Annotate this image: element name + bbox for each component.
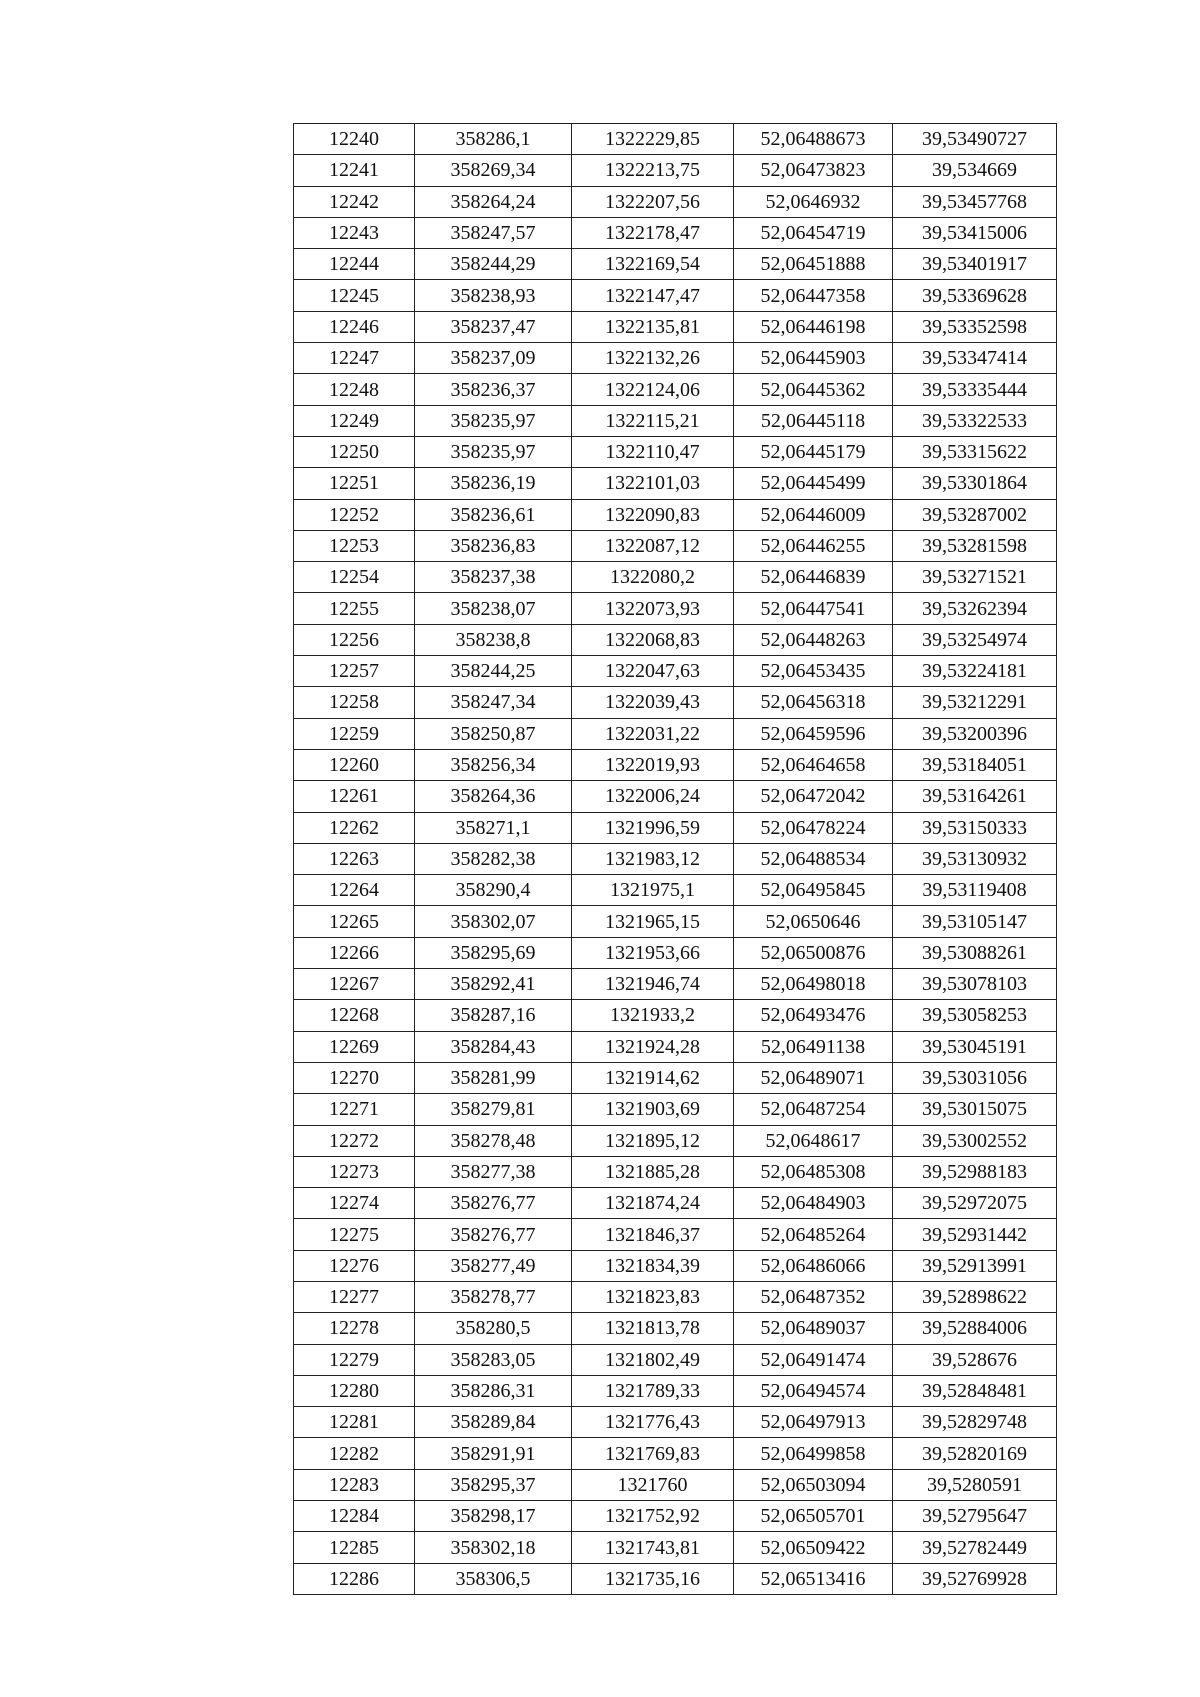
table-row (294, 499, 1057, 530)
cell-longitude: 39,52884006 (893, 1313, 1057, 1344)
cell-latitude: 52,06445499 (734, 468, 893, 499)
cell-point-number: 12274 (294, 1188, 415, 1219)
cell-y-coordinate: 1322110,47 (572, 436, 734, 467)
cell-x-coordinate: 358284,43 (415, 1031, 572, 1062)
cell-x-coordinate: 358283,05 (415, 1344, 572, 1375)
cell-y-coordinate: 1321735,16 (572, 1563, 734, 1594)
cell-point-number: 12273 (294, 1156, 415, 1187)
cell-y-coordinate: 1322031,22 (572, 718, 734, 749)
cell-x-coordinate: 358279,81 (415, 1094, 572, 1125)
cell-x-coordinate: 358282,38 (415, 843, 572, 874)
cell-y-coordinate: 1322087,12 (572, 530, 734, 561)
table-row (294, 186, 1057, 217)
cell-y-coordinate: 1322073,93 (572, 593, 734, 624)
cell-longitude: 39,53224181 (893, 656, 1057, 687)
cell-longitude: 39,52898622 (893, 1281, 1057, 1312)
table-row (294, 1156, 1057, 1187)
cell-y-coordinate: 1322080,2 (572, 562, 734, 593)
table-row (294, 656, 1057, 687)
cell-x-coordinate: 358287,16 (415, 1000, 572, 1031)
table-row (294, 1313, 1057, 1344)
cell-longitude: 39,53119408 (893, 875, 1057, 906)
table-row (294, 1031, 1057, 1062)
cell-longitude: 39,5280591 (893, 1469, 1057, 1500)
cell-longitude: 39,53457768 (893, 186, 1057, 217)
cell-x-coordinate: 358247,34 (415, 687, 572, 718)
cell-latitude: 52,06491138 (734, 1031, 893, 1062)
cell-latitude: 52,06491474 (734, 1344, 893, 1375)
cell-latitude: 52,06487254 (734, 1094, 893, 1125)
cell-latitude: 52,06447358 (734, 280, 893, 311)
cell-y-coordinate: 1321834,39 (572, 1250, 734, 1281)
cell-y-coordinate: 1321823,83 (572, 1281, 734, 1312)
cell-x-coordinate: 358237,09 (415, 343, 572, 374)
table-row (294, 718, 1057, 749)
table-row (294, 687, 1057, 718)
cell-x-coordinate: 358237,38 (415, 562, 572, 593)
cell-point-number: 12268 (294, 1000, 415, 1031)
cell-longitude: 39,528676 (893, 1344, 1057, 1375)
cell-longitude: 39,53281598 (893, 530, 1057, 561)
cell-y-coordinate: 1321965,15 (572, 906, 734, 937)
table-row (294, 280, 1057, 311)
cell-x-coordinate: 358289,84 (415, 1407, 572, 1438)
coordinates-table-body (294, 124, 1057, 1595)
cell-point-number: 12267 (294, 969, 415, 1000)
cell-x-coordinate: 358290,4 (415, 875, 572, 906)
cell-point-number: 12251 (294, 468, 415, 499)
cell-point-number: 12253 (294, 530, 415, 561)
cell-point-number: 12277 (294, 1281, 415, 1312)
table-row (294, 1062, 1057, 1093)
cell-latitude: 52,06503094 (734, 1469, 893, 1500)
cell-y-coordinate: 1321813,78 (572, 1313, 734, 1344)
cell-y-coordinate: 1321760 (572, 1469, 734, 1500)
cell-longitude: 39,53262394 (893, 593, 1057, 624)
table-row (294, 749, 1057, 780)
cell-latitude: 52,06493476 (734, 1000, 893, 1031)
cell-longitude: 39,53088261 (893, 937, 1057, 968)
cell-x-coordinate: 358250,87 (415, 718, 572, 749)
cell-point-number: 12275 (294, 1219, 415, 1250)
cell-longitude: 39,53184051 (893, 749, 1057, 780)
cell-longitude: 39,52820169 (893, 1438, 1057, 1469)
cell-y-coordinate: 1321885,28 (572, 1156, 734, 1187)
table-row (294, 1375, 1057, 1406)
table-row (294, 1000, 1057, 1031)
cell-latitude: 52,06445179 (734, 436, 893, 467)
cell-latitude: 52,06486066 (734, 1250, 893, 1281)
cell-point-number: 12259 (294, 718, 415, 749)
table-row (294, 249, 1057, 280)
cell-latitude: 52,06509422 (734, 1532, 893, 1563)
cell-latitude: 52,06488534 (734, 843, 893, 874)
cell-point-number: 12265 (294, 906, 415, 937)
cell-latitude: 52,06489037 (734, 1313, 893, 1344)
cell-y-coordinate: 1321769,83 (572, 1438, 734, 1469)
cell-longitude: 39,52795647 (893, 1501, 1057, 1532)
cell-x-coordinate: 358236,61 (415, 499, 572, 530)
cell-latitude: 52,06494574 (734, 1375, 893, 1406)
cell-latitude: 52,06485264 (734, 1219, 893, 1250)
cell-point-number: 12256 (294, 624, 415, 655)
cell-longitude: 39,53315622 (893, 436, 1057, 467)
cell-x-coordinate: 358247,57 (415, 217, 572, 248)
cell-x-coordinate: 358302,18 (415, 1532, 572, 1563)
cell-point-number: 12244 (294, 249, 415, 280)
cell-latitude: 52,06472042 (734, 781, 893, 812)
cell-latitude: 52,06454719 (734, 217, 893, 248)
cell-longitude: 39,53200396 (893, 718, 1057, 749)
cell-longitude: 39,53150333 (893, 812, 1057, 843)
cell-latitude: 52,06448263 (734, 624, 893, 655)
cell-latitude: 52,06505701 (734, 1501, 893, 1532)
cell-longitude: 39,53335444 (893, 374, 1057, 405)
cell-point-number: 12285 (294, 1532, 415, 1563)
cell-y-coordinate: 1321975,1 (572, 875, 734, 906)
cell-x-coordinate: 358291,91 (415, 1438, 572, 1469)
cell-latitude: 52,06456318 (734, 687, 893, 718)
cell-y-coordinate: 1322124,06 (572, 374, 734, 405)
cell-y-coordinate: 1322147,47 (572, 280, 734, 311)
cell-point-number: 12248 (294, 374, 415, 405)
cell-point-number: 12245 (294, 280, 415, 311)
cell-latitude: 52,06488673 (734, 124, 893, 155)
cell-longitude: 39,53212291 (893, 687, 1057, 718)
cell-point-number: 12252 (294, 499, 415, 530)
table-row (294, 343, 1057, 374)
cell-latitude: 52,06499858 (734, 1438, 893, 1469)
cell-x-coordinate: 358286,31 (415, 1375, 572, 1406)
cell-y-coordinate: 1322047,63 (572, 656, 734, 687)
cell-x-coordinate: 358295,37 (415, 1469, 572, 1500)
cell-point-number: 12283 (294, 1469, 415, 1500)
cell-x-coordinate: 358238,07 (415, 593, 572, 624)
cell-latitude: 52,06445903 (734, 343, 893, 374)
table-row (294, 593, 1057, 624)
cell-latitude: 52,0648617 (734, 1125, 893, 1156)
cell-longitude: 39,53105147 (893, 906, 1057, 937)
table-row (294, 1469, 1057, 1500)
cell-point-number: 12263 (294, 843, 415, 874)
cell-x-coordinate: 358235,97 (415, 405, 572, 436)
cell-latitude: 52,06495845 (734, 875, 893, 906)
cell-y-coordinate: 1322169,54 (572, 249, 734, 280)
cell-point-number: 12246 (294, 311, 415, 342)
cell-latitude: 52,06459596 (734, 718, 893, 749)
cell-longitude: 39,53322533 (893, 405, 1057, 436)
cell-x-coordinate: 358277,38 (415, 1156, 572, 1187)
cell-point-number: 12254 (294, 562, 415, 593)
cell-x-coordinate: 358281,99 (415, 1062, 572, 1093)
table-row (294, 1281, 1057, 1312)
cell-longitude: 39,52931442 (893, 1219, 1057, 1250)
cell-point-number: 12269 (294, 1031, 415, 1062)
cell-latitude: 52,06478224 (734, 812, 893, 843)
cell-point-number: 12266 (294, 937, 415, 968)
cell-longitude: 39,52913991 (893, 1250, 1057, 1281)
table-row (294, 843, 1057, 874)
cell-y-coordinate: 1321953,66 (572, 937, 734, 968)
cell-x-coordinate: 358238,8 (415, 624, 572, 655)
table-row (294, 1532, 1057, 1563)
cell-x-coordinate: 358244,25 (415, 656, 572, 687)
cell-point-number: 12255 (294, 593, 415, 624)
cell-point-number: 12260 (294, 749, 415, 780)
cell-longitude: 39,53347414 (893, 343, 1057, 374)
cell-longitude: 39,52848481 (893, 1375, 1057, 1406)
cell-latitude: 52,06500876 (734, 937, 893, 968)
cell-x-coordinate: 358235,97 (415, 436, 572, 467)
cell-longitude: 39,53352598 (893, 311, 1057, 342)
cell-x-coordinate: 358238,93 (415, 280, 572, 311)
cell-x-coordinate: 358278,48 (415, 1125, 572, 1156)
cell-latitude: 52,06497913 (734, 1407, 893, 1438)
table-row (294, 906, 1057, 937)
table-row (294, 875, 1057, 906)
cell-y-coordinate: 1321983,12 (572, 843, 734, 874)
cell-latitude: 52,06446255 (734, 530, 893, 561)
cell-y-coordinate: 1322229,85 (572, 124, 734, 155)
cell-longitude: 39,53271521 (893, 562, 1057, 593)
cell-y-coordinate: 1322101,03 (572, 468, 734, 499)
cell-longitude: 39,53031056 (893, 1062, 1057, 1093)
cell-y-coordinate: 1321874,24 (572, 1188, 734, 1219)
cell-y-coordinate: 1321903,69 (572, 1094, 734, 1125)
cell-point-number: 12276 (294, 1250, 415, 1281)
cell-y-coordinate: 1321752,92 (572, 1501, 734, 1532)
table-row (294, 374, 1057, 405)
table-row (294, 124, 1057, 155)
table-row (294, 1501, 1057, 1532)
cell-y-coordinate: 1322090,83 (572, 499, 734, 530)
table-row (294, 1094, 1057, 1125)
table-row (294, 562, 1057, 593)
cell-longitude: 39,53415006 (893, 217, 1057, 248)
cell-longitude: 39,53002552 (893, 1125, 1057, 1156)
table-row (294, 624, 1057, 655)
cell-x-coordinate: 358236,37 (415, 374, 572, 405)
cell-longitude: 39,53058253 (893, 1000, 1057, 1031)
cell-latitude: 52,06484903 (734, 1188, 893, 1219)
cell-longitude: 39,53287002 (893, 499, 1057, 530)
cell-x-coordinate: 358244,29 (415, 249, 572, 280)
cell-point-number: 12261 (294, 781, 415, 812)
cell-y-coordinate: 1321946,74 (572, 969, 734, 1000)
cell-latitude: 52,06487352 (734, 1281, 893, 1312)
cell-point-number: 12284 (294, 1501, 415, 1532)
cell-longitude: 39,53164261 (893, 781, 1057, 812)
cell-longitude: 39,52829748 (893, 1407, 1057, 1438)
cell-latitude: 52,06445362 (734, 374, 893, 405)
table-row (294, 217, 1057, 248)
cell-y-coordinate: 1322135,81 (572, 311, 734, 342)
cell-y-coordinate: 1321914,62 (572, 1062, 734, 1093)
cell-y-coordinate: 1322213,75 (572, 155, 734, 186)
cell-point-number: 12258 (294, 687, 415, 718)
cell-y-coordinate: 1321933,2 (572, 1000, 734, 1031)
cell-x-coordinate: 358278,77 (415, 1281, 572, 1312)
cell-point-number: 12286 (294, 1563, 415, 1594)
cell-latitude: 52,06451888 (734, 249, 893, 280)
cell-latitude: 52,06489071 (734, 1062, 893, 1093)
cell-y-coordinate: 1321895,12 (572, 1125, 734, 1156)
cell-y-coordinate: 1322039,43 (572, 687, 734, 718)
cell-point-number: 12272 (294, 1125, 415, 1156)
table-row (294, 1407, 1057, 1438)
cell-latitude: 52,06446839 (734, 562, 893, 593)
cell-longitude: 39,53490727 (893, 124, 1057, 155)
cell-y-coordinate: 1322115,21 (572, 405, 734, 436)
cell-point-number: 12270 (294, 1062, 415, 1093)
cell-latitude: 52,06446009 (734, 499, 893, 530)
table-row (294, 436, 1057, 467)
table-row (294, 937, 1057, 968)
table-row (294, 1438, 1057, 1469)
table-row (294, 1219, 1057, 1250)
cell-longitude: 39,53130932 (893, 843, 1057, 874)
table-row (294, 1344, 1057, 1375)
cell-x-coordinate: 358269,34 (415, 155, 572, 186)
cell-longitude: 39,53301864 (893, 468, 1057, 499)
table-row (294, 311, 1057, 342)
cell-y-coordinate: 1321802,49 (572, 1344, 734, 1375)
cell-x-coordinate: 358271,1 (415, 812, 572, 843)
cell-longitude: 39,53015075 (893, 1094, 1057, 1125)
cell-latitude: 52,0646932 (734, 186, 893, 217)
cell-point-number: 12249 (294, 405, 415, 436)
cell-latitude: 52,06473823 (734, 155, 893, 186)
cell-longitude: 39,53254974 (893, 624, 1057, 655)
cell-y-coordinate: 1322178,47 (572, 217, 734, 248)
cell-longitude: 39,52972075 (893, 1188, 1057, 1219)
cell-point-number: 12240 (294, 124, 415, 155)
cell-latitude: 52,06445118 (734, 405, 893, 436)
cell-x-coordinate: 358264,36 (415, 781, 572, 812)
table-row (294, 530, 1057, 561)
cell-y-coordinate: 1321846,37 (572, 1219, 734, 1250)
cell-longitude: 39,53401917 (893, 249, 1057, 280)
cell-point-number: 12279 (294, 1344, 415, 1375)
cell-latitude: 52,06513416 (734, 1563, 893, 1594)
cell-point-number: 12262 (294, 812, 415, 843)
cell-y-coordinate: 1321776,43 (572, 1407, 734, 1438)
cell-longitude: 39,52782449 (893, 1532, 1057, 1563)
cell-x-coordinate: 358302,07 (415, 906, 572, 937)
table-row (294, 1563, 1057, 1594)
cell-point-number: 12278 (294, 1313, 415, 1344)
table-row (294, 812, 1057, 843)
cell-longitude: 39,534669 (893, 155, 1057, 186)
cell-point-number: 12242 (294, 186, 415, 217)
table-row (294, 1188, 1057, 1219)
cell-longitude: 39,52769928 (893, 1563, 1057, 1594)
cell-point-number: 12264 (294, 875, 415, 906)
cell-x-coordinate: 358286,1 (415, 124, 572, 155)
cell-x-coordinate: 358276,77 (415, 1219, 572, 1250)
cell-latitude: 52,06485308 (734, 1156, 893, 1187)
cell-y-coordinate: 1322068,83 (572, 624, 734, 655)
cell-point-number: 12247 (294, 343, 415, 374)
cell-point-number: 12250 (294, 436, 415, 467)
coordinates-table (293, 123, 1057, 1595)
cell-point-number: 12280 (294, 1375, 415, 1406)
cell-point-number: 12271 (294, 1094, 415, 1125)
cell-point-number: 12243 (294, 217, 415, 248)
cell-point-number: 12282 (294, 1438, 415, 1469)
cell-y-coordinate: 1322006,24 (572, 781, 734, 812)
cell-latitude: 52,06446198 (734, 311, 893, 342)
cell-x-coordinate: 358276,77 (415, 1188, 572, 1219)
cell-y-coordinate: 1322207,56 (572, 186, 734, 217)
cell-x-coordinate: 358306,5 (415, 1563, 572, 1594)
table-row (294, 155, 1057, 186)
cell-longitude: 39,53369628 (893, 280, 1057, 311)
cell-latitude: 52,06447541 (734, 593, 893, 624)
cell-y-coordinate: 1321996,59 (572, 812, 734, 843)
cell-x-coordinate: 358256,34 (415, 749, 572, 780)
cell-longitude: 39,53078103 (893, 969, 1057, 1000)
cell-point-number: 12241 (294, 155, 415, 186)
table-row (294, 1250, 1057, 1281)
table-row (294, 1125, 1057, 1156)
cell-x-coordinate: 358292,41 (415, 969, 572, 1000)
cell-latitude: 52,0650646 (734, 906, 893, 937)
cell-x-coordinate: 358237,47 (415, 311, 572, 342)
cell-y-coordinate: 1321789,33 (572, 1375, 734, 1406)
cell-y-coordinate: 1321743,81 (572, 1532, 734, 1563)
table-row (294, 405, 1057, 436)
cell-x-coordinate: 358236,19 (415, 468, 572, 499)
cell-point-number: 12257 (294, 656, 415, 687)
cell-x-coordinate: 358295,69 (415, 937, 572, 968)
table-row (294, 781, 1057, 812)
cell-longitude: 39,52988183 (893, 1156, 1057, 1187)
cell-y-coordinate: 1321924,28 (572, 1031, 734, 1062)
cell-x-coordinate: 358280,5 (415, 1313, 572, 1344)
cell-x-coordinate: 358236,83 (415, 530, 572, 561)
table-row (294, 969, 1057, 1000)
cell-x-coordinate: 358298,17 (415, 1501, 572, 1532)
cell-y-coordinate: 1322132,26 (572, 343, 734, 374)
cell-point-number: 12281 (294, 1407, 415, 1438)
cell-latitude: 52,06453435 (734, 656, 893, 687)
cell-latitude: 52,06498018 (734, 969, 893, 1000)
table-row (294, 468, 1057, 499)
cell-longitude: 39,53045191 (893, 1031, 1057, 1062)
cell-y-coordinate: 1322019,93 (572, 749, 734, 780)
cell-latitude: 52,06464658 (734, 749, 893, 780)
cell-x-coordinate: 358277,49 (415, 1250, 572, 1281)
cell-x-coordinate: 358264,24 (415, 186, 572, 217)
